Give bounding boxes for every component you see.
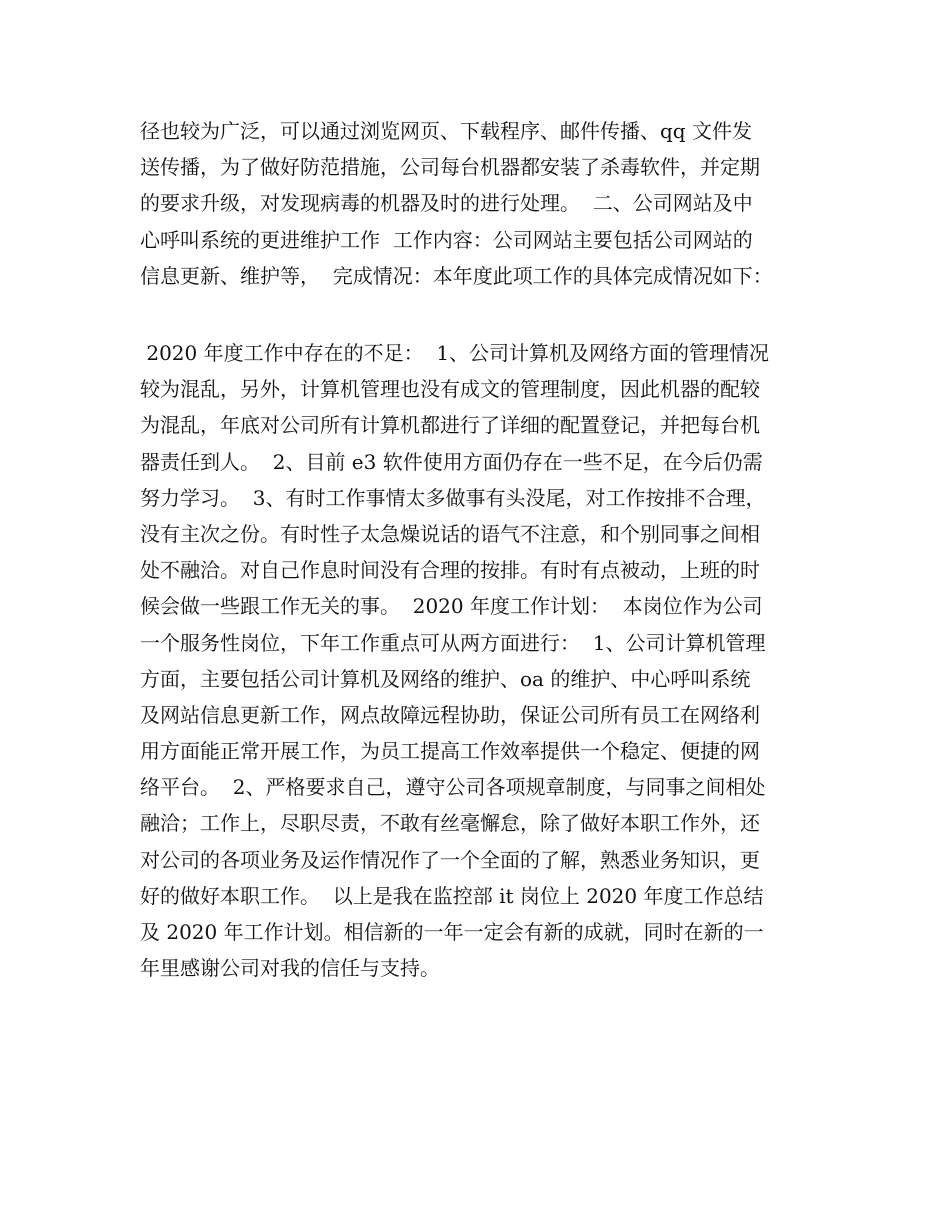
text-line: 年里感谢公司对我的信任与支持。 — [140, 956, 440, 981]
text-line: 器责任到人。 2、目前 e3 软件使用方面仍存在一些不足，在今后仍需 — [140, 449, 763, 474]
text-line: 络平台。 2、严格要求自己，遵守公司各项规章制度，与同事之间相处 — [140, 775, 766, 800]
text-line: 好的做好本职工作。 以上是我在监控部 it 岗位上 2020 年度工作总结 — [140, 883, 764, 908]
text-line: 处不融洽。对自己作息时间没有合理的按排。有时有点被动，上班的时 — [140, 558, 760, 583]
text-line: 努力学习。 3、有时工作事情太多做事有头没尾，对工作按排不合理， — [140, 485, 766, 510]
paragraph-2 — [140, 335, 820, 986]
text-line: 为混乱，年底对公司所有计算机都进行了详细的配置登记，并把每台机 — [140, 413, 760, 438]
text-line: 对公司的各项业务及运作情况作了一个全面的了解，熟悉业务知识，更 — [140, 847, 760, 872]
text-line: 方面，主要包括公司计算机及网络的维护、oa 的维护、中心呼叫系统 — [140, 666, 751, 691]
text-line: 较为混乱，另外，计算机管理也没有成文的管理制度，因此机器的配较 — [140, 377, 760, 402]
text-line: 及网站信息更新工作，网点故障远程协助，保证公司所有员工在网络利 — [140, 702, 760, 727]
text-line: 心呼叫系统的更进维护工作 工作内容：公司网站主要包括公司网站的 — [140, 227, 753, 252]
text-line: 信息更新、维护等， 完成情况：本年度此项工作的具体完成情况如下： — [140, 263, 773, 288]
text-line: 一个服务性岗位，下年工作重点可从两方面进行： 1、公司计算机管理 — [140, 630, 766, 655]
text-line: 送传播，为了做好防范措施，公司每台机器都安装了杀毒软件，并定期 — [140, 155, 760, 180]
text-line: 没有主次之份。有时性子太急燥说话的语气不注意，和个别同事之间相 — [140, 521, 760, 546]
text-line: 候会做一些跟工作无关的事。 2020 年度工作计划： 本岗位作为公司 — [140, 594, 763, 619]
text-line: 2020 年度工作中存在的不足： 1、公司计算机及网络方面的管理情况 — [140, 341, 770, 365]
text-line: 及 2020 年工作计划。相信新的一年一定会有新的成就，同时在新的一 — [140, 920, 764, 944]
text-line: 用方面能正常开展工作，为员工提高工作效率提供一个稳定、便捷的网 — [140, 739, 760, 764]
paragraph-1 — [140, 113, 820, 294]
text-line: 径也较为广泛，可以通过浏览网页、下载程序、邮件传播、qq 文件发 — [140, 119, 752, 143]
text-line: 融洽；工作上，尽职尽责，不敢有丝毫懈怠，除了做好本职工作外，还 — [140, 811, 760, 836]
text-line: 的要求升级，对发现病毒的机器及时的进行处理。 二、公司网站及中 — [140, 191, 753, 216]
